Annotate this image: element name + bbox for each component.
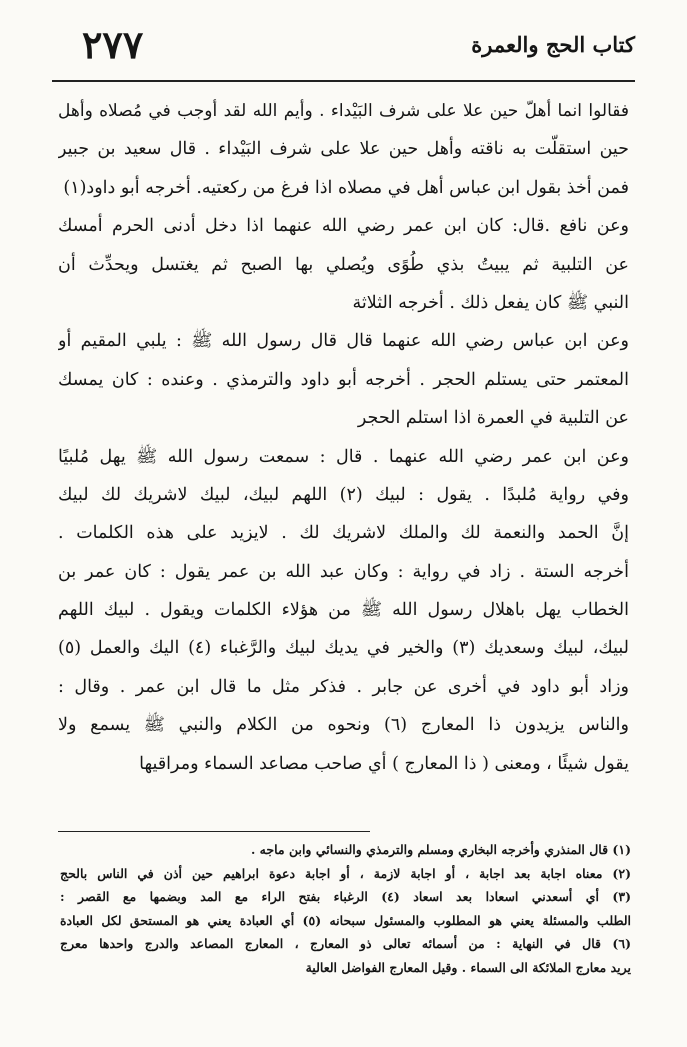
- page-number: ٢٧٧: [82, 22, 144, 67]
- text-line: النبي ﷺ كان يفعل ذلك . أخرجه الثلاثة: [352, 292, 629, 313]
- text-line: فقالوا انما أهلّ حين علا على شرف البَيْداء . وأيم الله لقد أوجب في مُصلاه وأهل: [58, 101, 629, 121]
- text-line: عن التلبية ثم يبيتُ بذي طُوًى ويُصلي بها الصبح ثم يغتسل ويحدِّث أن: [58, 254, 629, 275]
- text-line: المعتمر حتى يستلم الحجر . أخرجه أبو داود والترمذي . وعنده : كان يمسك: [58, 369, 629, 390]
- text-line: يقول شيئًا ، ومعنى ( ذا المعارج ) أي صاحب مصاعد السماء ومراقيها: [139, 753, 629, 774]
- text-line: إنَّ الحمد والنعمة لك والملك لاشريك لك . لايزيد على هذه الكلمات .: [58, 523, 629, 544]
- footnote-line: يريد معارج الملائكة الى السماء . وقيل المعارج الفواضل العالية: [305, 959, 631, 975]
- footnote-line: (٣) أي أسعدني اسعادا بعد اسعاد (٤) الرغباء بفتح الراء مع المد وبضمها مع القصر :: [60, 889, 631, 904]
- text-line: عن التلبية في العمرة اذا استلم الحجر: [357, 408, 629, 429]
- text-line: وفي رواية مُلبدًا . يقول : لبيك (٢) اللهم لبيك، لبيك لاشريك لك لبيك: [58, 484, 629, 505]
- running-title: كتاب الحج والعمرة: [471, 32, 635, 57]
- footnote-separator: [58, 831, 370, 832]
- text-line: وزاد أبو داود في أخرى عن جابر . فذكر مثل ما قال ابن عمر . وقال :: [58, 676, 629, 697]
- text-line: الخطاب يهل باهلال رسول الله ﷺ من هؤلاء الكلمات ويقول . لبيك اللهم: [58, 600, 629, 621]
- text-line: لبيك، لبيك وسعديك (٣) والخير في يديك لبيك والرَّغباء (٤) اليك والعمل (٥): [58, 638, 629, 659]
- text-line: حين استقلّت به ناقته وأهل حين علا على شرف البَيْداء . قال سعيد بن جبير: [58, 139, 629, 160]
- header-rule: [52, 80, 635, 82]
- footnotes: [60, 838, 631, 979]
- footnote-line: (٢) معناه اجابة بعد اجابة ، أو اجابة لازمة ، أو اجابة دعوة ابراهيم حين أذن في الناس بالحج: [60, 865, 631, 881]
- footnote-line: الطلب والمسئلة يعني هو المطلوب والمسئول سبحانه (٥) أي العبادة يعني هو المستحق لكل العبادة: [60, 912, 631, 928]
- text-line: أخرجه الستة . زاد في رواية : وكان عبد الله بن عمر يقول : كان عمر بن: [58, 561, 629, 582]
- main-text: [58, 92, 629, 783]
- page-header: [52, 22, 635, 84]
- text-line: وعن ابن عباس رضي الله عنهما قال قال رسول الله ﷺ : يلبي المقيم أو: [58, 331, 629, 352]
- text-line: وعن ابن عمر رضي الله عنهما . قال : سمعت رسول الله ﷺ يهل مُلبيًا: [58, 446, 629, 467]
- footnote-line: (١) قال المنذري وأخرجه البخاري ومسلم والترمذي والنسائي وابن ماجه .: [250, 842, 631, 857]
- footnote-line: (٦) قال في النهاية : من أسمائه تعالى ذو المعارج ، المعارج المصاعد والدرج واحدها معرج: [60, 936, 631, 951]
- text-line: فمن أخذ بقول ابن عباس أهل في مصلاه اذا فرغ من ركعتيه. أخرجه أبو داود(١): [63, 177, 629, 198]
- text-line: وعن نافع .قال: كان ابن عمر رضي الله عنهما اذا دخل أدنى الحرم أمسك: [58, 216, 629, 237]
- text-line: والناس يزيدون ذا المعارج (٦) ونحوه من الكلام والنبي ﷺ يسمع ولا: [58, 715, 629, 736]
